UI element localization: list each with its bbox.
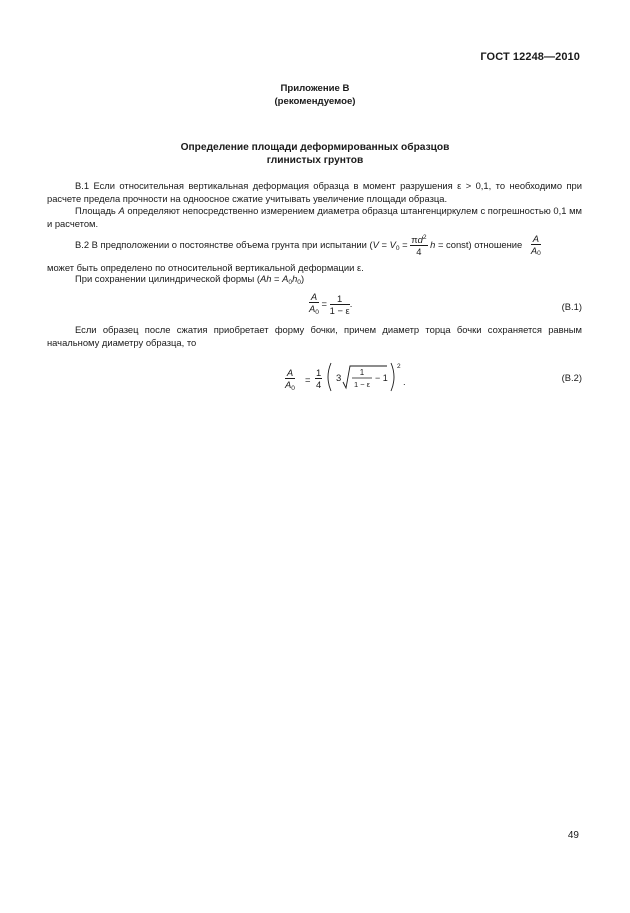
inner-denominator: 1 − ε <box>353 380 371 389</box>
paragraph-b2-continuation: может быть определено по относительной вертикальной деформации ε. <box>47 262 364 273</box>
paragraph-barrel-shape: Если образец после сжатия приобретает форму бочки, причем диаметр торца бочки сохраняется равным начальному диаметру образца, то <box>47 324 582 348</box>
annex-heading <box>0 82 630 108</box>
area-ratio-fraction: $\frac{A}{A0}$ <box>530 232 541 257</box>
equation-number-b2: (В.2) <box>561 372 582 383</box>
annex-title: Приложение В <box>280 83 350 94</box>
paragraph-area-measurement: Площадь A определяют непосредственно измерением диаметра образца штангенциркулем с погрешностью 0,1 мм и расчетом. <box>47 205 583 229</box>
paragraph-cylindrical: При сохранении цилиндрической формы $(Ah = A_0h_0)$ <box>75 273 305 286</box>
document-standard-number: ГОСТ 12248—2010 <box>480 51 580 63</box>
b2-text-ratio: отношение <box>471 239 523 250</box>
formula-b2-quarter: $\frac{1}{4}$ <box>316 367 322 391</box>
b2-text: В.2 В предположении о постоянстве объема грунта при испытании <box>75 239 370 250</box>
paragraph-b2 <box>47 233 587 261</box>
formula-b2-lhs: $\frac{A}{A_0}$ <box>285 367 295 393</box>
cube-root-index: 3 <box>336 373 342 384</box>
formula-b1-lhs: $\frac{A}{A_0}$ <box>309 291 319 317</box>
annex-status: (рекомендуемое) <box>274 96 356 107</box>
formula-b1-rhs: $\frac{1}{1 - \varepsilon}$ <box>329 292 350 316</box>
formula-b1: $\frac{A}{A_0}$ = $\frac{1}{1 - \varepsilon}$ . <box>309 291 353 317</box>
section-title-line2: глинистых грунтов <box>266 155 364 166</box>
page-number: 49 <box>567 830 579 841</box>
equation-number-b1: (В.1) <box>561 301 582 312</box>
section-title-line1: Определение площади деформированных образцов <box>180 142 450 153</box>
formula-b2: $\frac{A}{A_0}$ = $\frac{1}{4}$ 3 1 1 − ε − 1 2 . <box>285 360 405 394</box>
square-exponent: 2 <box>397 363 401 370</box>
formula-b2-radical <box>325 360 403 394</box>
minus-one-term: − 1 <box>375 373 388 383</box>
volume-condition-formula: ($V = V_0$ = $\frac{\pi d^2}{4}$ h = const) <box>369 233 472 258</box>
paragraph-b1: В.1 Если относительная вертикальная деформация образца в момент разрушения ε > 0,1, то необходимо при расчете предела прочности на одноосное сжатие учитывать увеличение площади образца. <box>47 180 582 204</box>
section-title <box>0 141 630 167</box>
inner-numerator: 1 <box>359 368 365 377</box>
